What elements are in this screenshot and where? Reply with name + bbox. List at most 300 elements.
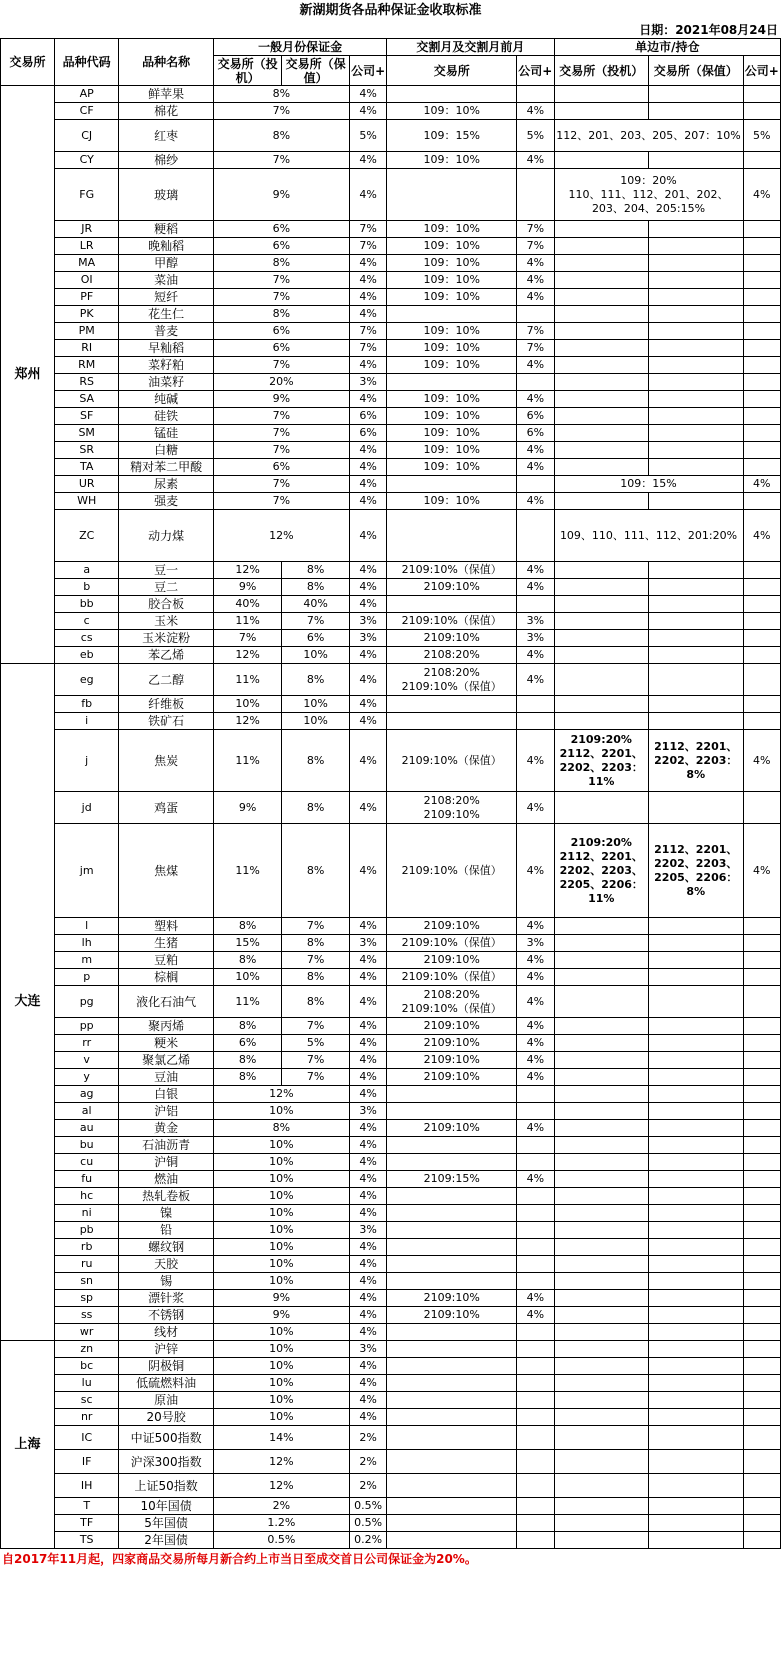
unilateral-spec-cell — [554, 493, 649, 510]
general-company-cell: 4% — [349, 1086, 386, 1103]
unilateral-spec-cell — [554, 272, 649, 289]
name-cell: 强麦 — [119, 493, 214, 510]
general-company-cell: 2% — [349, 1474, 386, 1498]
general-margin-cell: 10% — [213, 1358, 349, 1375]
name-cell: 白糖 — [119, 442, 214, 459]
delivery-exchange-cell — [387, 1341, 517, 1358]
unilateral-hedge-cell — [649, 152, 744, 169]
name-cell: 燃油 — [119, 1171, 214, 1188]
general-company-cell: 5% — [349, 120, 386, 152]
unilateral-hedge-cell — [649, 1426, 744, 1450]
general-company-cell: 3% — [349, 1341, 386, 1358]
general-margin-cell: 6% — [213, 340, 349, 357]
table-row — [1, 1018, 781, 1035]
code-cell: wr — [55, 1324, 119, 1341]
delivery-exchange-cell — [387, 1188, 517, 1205]
name-cell: 5年国债 — [119, 1515, 214, 1532]
general-spec-cell: 11% — [213, 613, 282, 630]
unilateral-company-cell — [743, 613, 780, 630]
code-cell: p — [55, 969, 119, 986]
unilateral-spec-cell — [554, 1239, 649, 1256]
header-delivery-ex: 交易所 — [387, 56, 517, 86]
unilateral-company-cell — [743, 493, 780, 510]
unilateral-spec-cell — [554, 630, 649, 647]
delivery-exchange-cell: 109：10% — [387, 152, 517, 169]
header-unilateral-company: 公司+ — [743, 56, 780, 86]
general-company-cell: 4% — [349, 1290, 386, 1307]
code-cell: ZC — [55, 510, 119, 562]
table-row — [1, 647, 781, 664]
general-margin-cell: 10% — [213, 1222, 349, 1239]
name-cell: 花生仁 — [119, 306, 214, 323]
general-company-cell: 4% — [349, 647, 386, 664]
general-hedge-cell: 7% — [282, 1052, 350, 1069]
unilateral-company-cell — [743, 1498, 780, 1515]
general-company-cell: 4% — [349, 1409, 386, 1426]
unilateral-spec-cell — [554, 792, 649, 824]
delivery-company-cell — [517, 1205, 554, 1222]
general-margin-cell: 10% — [213, 1392, 349, 1409]
unilateral-spec-cell — [554, 238, 649, 255]
page-title: 新湖期货各品种保证金收取标准 — [299, 3, 482, 18]
name-cell: 塑料 — [119, 918, 214, 935]
unilateral-hedge-cell — [649, 1239, 744, 1256]
name-cell: 液化石油气 — [119, 986, 214, 1018]
code-cell: IH — [55, 1474, 119, 1498]
code-cell: cs — [55, 630, 119, 647]
name-cell: 锰硅 — [119, 425, 214, 442]
table-row — [1, 374, 781, 391]
delivery-company-cell — [517, 476, 554, 493]
unilateral-spec-cell — [554, 289, 649, 306]
code-cell: pp — [55, 1018, 119, 1035]
delivery-company-cell: 4% — [517, 986, 554, 1018]
unilateral-company-cell — [743, 1474, 780, 1498]
table-row — [1, 1256, 781, 1273]
delivery-exchange-cell: 2109:10% — [387, 1052, 517, 1069]
header-unilateral-ex-hedge: 交易所（保值） — [649, 56, 744, 86]
table-row — [1, 289, 781, 306]
table-row — [1, 510, 781, 562]
unilateral-spec-cell: 2109:20% 2112、2201、2202、2203、2205、2206：11% — [554, 824, 649, 918]
general-spec-cell: 10% — [213, 696, 282, 713]
table-row — [1, 664, 781, 696]
code-cell: IC — [55, 1426, 119, 1450]
general-spec-cell: 11% — [213, 730, 282, 792]
table-row — [1, 1239, 781, 1256]
delivery-company-cell: 3% — [517, 613, 554, 630]
general-margin-cell: 7% — [213, 442, 349, 459]
unilateral-company-cell — [743, 1426, 780, 1450]
code-cell: sc — [55, 1392, 119, 1409]
unilateral-spec-cell — [554, 221, 649, 238]
delivery-exchange-cell — [387, 1205, 517, 1222]
general-margin-cell: 8% — [213, 306, 349, 323]
delivery-company-cell: 4% — [517, 357, 554, 374]
unilateral-spec-cell — [554, 952, 649, 969]
table-row — [1, 1450, 781, 1474]
table-row — [1, 152, 781, 169]
delivery-exchange-cell: 109：10% — [387, 103, 517, 120]
unilateral-hedge-cell — [649, 1069, 744, 1086]
delivery-company-cell: 3% — [517, 630, 554, 647]
code-cell: ni — [55, 1205, 119, 1222]
table-row — [1, 1222, 781, 1239]
general-margin-cell: 6% — [213, 221, 349, 238]
table-row — [1, 1409, 781, 1426]
general-company-cell: 7% — [349, 221, 386, 238]
general-hedge-cell: 7% — [282, 613, 350, 630]
general-company-cell: 3% — [349, 630, 386, 647]
unilateral-hedge-cell — [649, 986, 744, 1018]
unilateral-hedge-cell — [649, 1086, 744, 1103]
general-company-cell: 7% — [349, 238, 386, 255]
unilateral-margin-cell: 109：20% 110、111、112、201、202、203、204、205:15% — [554, 169, 743, 221]
general-company-cell: 6% — [349, 425, 386, 442]
general-margin-cell: 7% — [213, 289, 349, 306]
general-company-cell: 4% — [349, 1052, 386, 1069]
delivery-company-cell — [517, 1222, 554, 1239]
delivery-exchange-cell: 109：10% — [387, 459, 517, 476]
header-unilateral-ex-spec: 交易所（投机） — [554, 56, 649, 86]
general-spec-cell: 8% — [213, 1018, 282, 1035]
unilateral-hedge-cell — [649, 1171, 744, 1188]
delivery-company-cell — [517, 696, 554, 713]
unilateral-company-cell — [743, 306, 780, 323]
table-row — [1, 986, 781, 1018]
unilateral-spec-cell — [554, 1392, 649, 1409]
delivery-company-cell: 4% — [517, 664, 554, 696]
delivery-company-cell: 4% — [517, 289, 554, 306]
code-cell: SA — [55, 391, 119, 408]
name-cell: 焦炭 — [119, 730, 214, 792]
unilateral-spec-cell — [554, 1256, 649, 1273]
general-hedge-cell: 7% — [282, 1018, 350, 1035]
name-cell: 20号胶 — [119, 1409, 214, 1426]
general-hedge-cell: 10% — [282, 713, 350, 730]
delivery-exchange-cell — [387, 596, 517, 613]
unilateral-company-cell — [743, 1532, 780, 1549]
unilateral-spec-cell — [554, 255, 649, 272]
general-margin-cell: 10% — [213, 1171, 349, 1188]
general-company-cell: 4% — [349, 1171, 386, 1188]
unilateral-hedge-cell — [649, 1205, 744, 1222]
unilateral-company-cell — [743, 792, 780, 824]
unilateral-spec-cell — [554, 152, 649, 169]
code-cell: TF — [55, 1515, 119, 1532]
delivery-exchange-cell: 109：10% — [387, 238, 517, 255]
delivery-exchange-cell: 2109:10% — [387, 1307, 517, 1324]
delivery-company-cell — [517, 1341, 554, 1358]
code-cell: TS — [55, 1532, 119, 1549]
name-cell: 中证500指数 — [119, 1426, 214, 1450]
unilateral-hedge-cell — [649, 969, 744, 986]
unilateral-company-cell — [743, 630, 780, 647]
general-company-cell: 2% — [349, 1426, 386, 1450]
delivery-company-cell — [517, 713, 554, 730]
name-cell: 2年国债 — [119, 1532, 214, 1549]
general-company-cell: 4% — [349, 459, 386, 476]
code-cell: OI — [55, 272, 119, 289]
unilateral-spec-cell — [554, 408, 649, 425]
unilateral-hedge-cell — [649, 1358, 744, 1375]
unilateral-spec-cell — [554, 1290, 649, 1307]
delivery-exchange-cell — [387, 1450, 517, 1474]
general-margin-cell: 12% — [213, 510, 349, 562]
unilateral-company-cell — [743, 357, 780, 374]
general-company-cell: 4% — [349, 1154, 386, 1171]
table-row — [1, 1103, 781, 1120]
unilateral-company-cell — [743, 289, 780, 306]
delivery-company-cell: 4% — [517, 792, 554, 824]
unilateral-hedge-cell — [649, 1188, 744, 1205]
delivery-company-cell: 4% — [517, 1171, 554, 1188]
delivery-exchange-cell — [387, 1273, 517, 1290]
unilateral-company-cell — [743, 221, 780, 238]
general-hedge-cell: 8% — [282, 579, 350, 596]
delivery-company-cell: 4% — [517, 952, 554, 969]
table-row — [1, 1154, 781, 1171]
general-company-cell: 4% — [349, 1324, 386, 1341]
general-company-cell: 4% — [349, 103, 386, 120]
delivery-company-cell — [517, 1324, 554, 1341]
general-spec-cell: 10% — [213, 969, 282, 986]
general-hedge-cell: 8% — [282, 664, 350, 696]
header-delivery: 交割月及交割月前月 — [387, 39, 554, 56]
general-margin-cell: 10% — [213, 1188, 349, 1205]
delivery-company-cell: 4% — [517, 969, 554, 986]
general-margin-cell: 8% — [213, 120, 349, 152]
general-company-cell: 4% — [349, 476, 386, 493]
general-company-cell: 4% — [349, 1358, 386, 1375]
general-company-cell: 3% — [349, 935, 386, 952]
table-row — [1, 238, 781, 255]
general-hedge-cell: 8% — [282, 935, 350, 952]
unilateral-company-cell — [743, 152, 780, 169]
unilateral-company-cell — [743, 1052, 780, 1069]
delivery-exchange-cell — [387, 1426, 517, 1450]
table-row — [1, 696, 781, 713]
unilateral-spec-cell — [554, 1341, 649, 1358]
name-cell: 玻璃 — [119, 169, 214, 221]
table-row — [1, 169, 781, 221]
name-cell: 粳米 — [119, 1035, 214, 1052]
table-row — [1, 1069, 781, 1086]
unilateral-spec-cell — [554, 647, 649, 664]
unilateral-spec-cell — [554, 1426, 649, 1450]
general-spec-cell: 11% — [213, 986, 282, 1018]
general-company-cell: 4% — [349, 730, 386, 792]
unilateral-hedge-cell — [649, 1103, 744, 1120]
name-cell: 红枣 — [119, 120, 214, 152]
table-row — [1, 1375, 781, 1392]
delivery-exchange-cell — [387, 1103, 517, 1120]
code-cell: fu — [55, 1171, 119, 1188]
general-hedge-cell: 8% — [282, 824, 350, 918]
name-cell: 豆粕 — [119, 952, 214, 969]
code-cell: c — [55, 613, 119, 630]
name-cell: 苯乙烯 — [119, 647, 214, 664]
table-row — [1, 357, 781, 374]
unilateral-company-cell — [743, 1450, 780, 1474]
delivery-exchange-cell: 109：10% — [387, 323, 517, 340]
general-hedge-cell: 7% — [282, 918, 350, 935]
table-row — [1, 1515, 781, 1532]
name-cell: 焦煤 — [119, 824, 214, 918]
unilateral-company-cell — [743, 1358, 780, 1375]
general-spec-cell: 11% — [213, 824, 282, 918]
name-cell: 锡 — [119, 1273, 214, 1290]
delivery-company-cell — [517, 1515, 554, 1532]
table-row — [1, 1498, 781, 1515]
name-cell: 石油沥青 — [119, 1137, 214, 1154]
name-cell: 沪铜 — [119, 1154, 214, 1171]
code-cell: PM — [55, 323, 119, 340]
delivery-exchange-cell: 109：15% — [387, 120, 517, 152]
delivery-exchange-cell — [387, 1222, 517, 1239]
header-unilateral: 单边市/持仓 — [554, 39, 780, 56]
delivery-exchange-cell: 109：10% — [387, 442, 517, 459]
delivery-exchange-cell: 2109:10%（保值） — [387, 824, 517, 918]
table-row — [1, 323, 781, 340]
name-cell: 上证50指数 — [119, 1474, 214, 1498]
unilateral-company-cell — [743, 696, 780, 713]
general-company-cell: 4% — [349, 664, 386, 696]
table-row — [1, 935, 781, 952]
name-cell: 铅 — [119, 1222, 214, 1239]
general-margin-cell: 2% — [213, 1498, 349, 1515]
unilateral-company-cell — [743, 340, 780, 357]
delivery-company-cell — [517, 510, 554, 562]
unilateral-hedge-cell — [649, 1154, 744, 1171]
general-margin-cell: 8% — [213, 86, 349, 103]
unilateral-company-cell — [743, 272, 780, 289]
general-hedge-cell: 8% — [282, 969, 350, 986]
table-row — [1, 824, 781, 918]
unilateral-company-cell — [743, 1205, 780, 1222]
unilateral-hedge-cell — [649, 442, 744, 459]
unilateral-company-cell — [743, 391, 780, 408]
unilateral-hedge-cell: 2112、2201、2202、2203：8% — [649, 730, 744, 792]
unilateral-hedge-cell — [649, 86, 744, 103]
general-company-cell: 4% — [349, 562, 386, 579]
unilateral-company-cell — [743, 596, 780, 613]
table-row — [1, 1188, 781, 1205]
table-row — [1, 255, 781, 272]
unilateral-spec-cell — [554, 103, 649, 120]
name-cell: 硅铁 — [119, 408, 214, 425]
general-company-cell: 4% — [349, 306, 386, 323]
name-cell: 沪深300指数 — [119, 1450, 214, 1474]
delivery-exchange-cell: 2108:20% — [387, 647, 517, 664]
unilateral-company-cell — [743, 1341, 780, 1358]
general-company-cell: 3% — [349, 613, 386, 630]
code-cell: i — [55, 713, 119, 730]
delivery-company-cell — [517, 1450, 554, 1474]
general-company-cell: 4% — [349, 272, 386, 289]
delivery-company-cell — [517, 1392, 554, 1409]
unilateral-company-cell — [743, 425, 780, 442]
header-delivery-company: 公司+ — [517, 56, 554, 86]
unilateral-spec-cell — [554, 459, 649, 476]
unilateral-hedge-cell — [649, 713, 744, 730]
general-company-cell: 4% — [349, 1256, 386, 1273]
unilateral-spec-cell — [554, 1035, 649, 1052]
name-cell: 精对苯二甲酸 — [119, 459, 214, 476]
unilateral-hedge-cell — [649, 1273, 744, 1290]
code-cell: PF — [55, 289, 119, 306]
name-cell: 低硫燃料油 — [119, 1375, 214, 1392]
unilateral-company-cell: 4% — [743, 169, 780, 221]
unilateral-spec-cell — [554, 613, 649, 630]
general-company-cell: 4% — [349, 391, 386, 408]
delivery-exchange-cell — [387, 1474, 517, 1498]
delivery-company-cell — [517, 1358, 554, 1375]
unilateral-company-cell — [743, 103, 780, 120]
general-margin-cell: 0.5% — [213, 1532, 349, 1549]
code-cell: j — [55, 730, 119, 792]
general-company-cell: 4% — [349, 1239, 386, 1256]
delivery-exchange-cell: 2109:10% — [387, 1120, 517, 1137]
unilateral-margin-cell: 112、201、203、205、207：10% — [554, 120, 743, 152]
date-label: 日期：2021年08月24日 — [639, 23, 778, 37]
name-cell: 线材 — [119, 1324, 214, 1341]
table-row — [1, 1171, 781, 1188]
delivery-company-cell: 4% — [517, 1120, 554, 1137]
unilateral-company-cell — [743, 1409, 780, 1426]
unilateral-company-cell — [743, 1239, 780, 1256]
unilateral-hedge-cell — [649, 425, 744, 442]
general-margin-cell: 14% — [213, 1426, 349, 1450]
code-cell: UR — [55, 476, 119, 493]
general-margin-cell: 7% — [213, 357, 349, 374]
unilateral-company-cell — [743, 986, 780, 1018]
delivery-company-cell: 4% — [517, 391, 554, 408]
delivery-company-cell: 4% — [517, 103, 554, 120]
table-row — [1, 103, 781, 120]
general-margin-cell: 10% — [213, 1103, 349, 1120]
general-margin-cell: 7% — [213, 152, 349, 169]
general-hedge-cell: 8% — [282, 986, 350, 1018]
table-row — [1, 630, 781, 647]
delivery-exchange-cell — [387, 1532, 517, 1549]
unilateral-spec-cell — [554, 1324, 649, 1341]
name-cell: 漂针浆 — [119, 1290, 214, 1307]
general-margin-cell: 10% — [213, 1375, 349, 1392]
delivery-exchange-cell: 2109:15% — [387, 1171, 517, 1188]
delivery-exchange-cell — [387, 1324, 517, 1341]
general-hedge-cell: 5% — [282, 1035, 350, 1052]
delivery-company-cell: 4% — [517, 647, 554, 664]
unilateral-company-cell — [743, 408, 780, 425]
code-cell: AP — [55, 86, 119, 103]
unilateral-company-cell: 4% — [743, 824, 780, 918]
name-cell: 乙二醇 — [119, 664, 214, 696]
delivery-company-cell — [517, 374, 554, 391]
unilateral-company-cell — [743, 323, 780, 340]
code-cell: SF — [55, 408, 119, 425]
delivery-company-cell — [517, 1409, 554, 1426]
unilateral-spec-cell — [554, 340, 649, 357]
general-margin-cell: 7% — [213, 103, 349, 120]
table-row — [1, 340, 781, 357]
delivery-company-cell — [517, 86, 554, 103]
delivery-company-cell: 4% — [517, 824, 554, 918]
general-margin-cell: 10% — [213, 1341, 349, 1358]
general-margin-cell: 7% — [213, 425, 349, 442]
unilateral-spec-cell — [554, 1137, 649, 1154]
unilateral-company-cell — [743, 562, 780, 579]
